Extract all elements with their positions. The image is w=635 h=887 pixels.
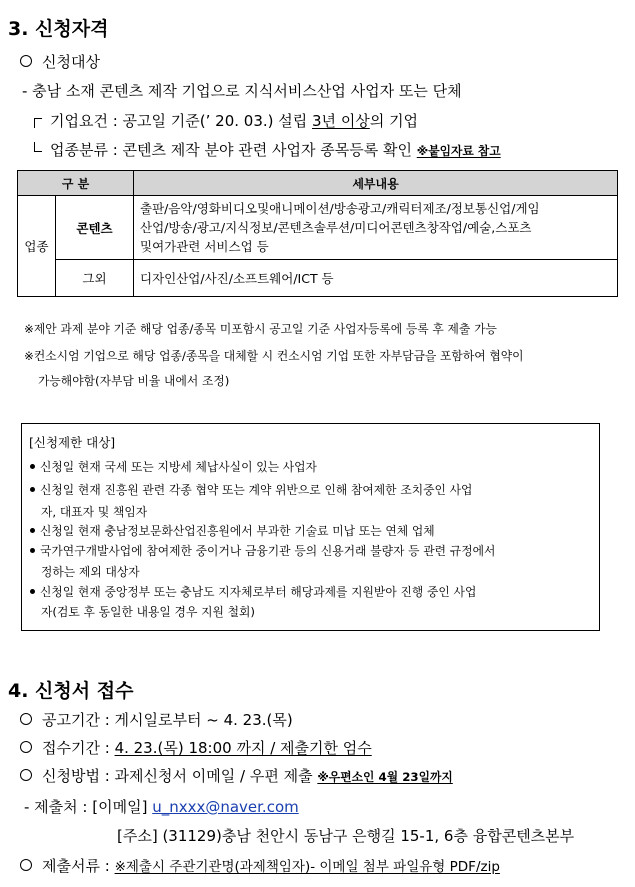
submit-address: [주소] (31129)충남 천안시 동남구 은행길 15-1, 6층 융합콘텐츠본부 xyxy=(117,827,575,845)
note-1: ※제안 과제 분야 기준 해당 업종/종목 미포함시 공고일 기준 사업자등록에 등록 후 제출 가능 xyxy=(24,322,497,336)
target-main: - 충남 소재 콘텐츠 제작 기업으로 지식서비스산업 사업자 또는 단체 xyxy=(22,82,462,100)
circle-bullet-icon xyxy=(20,859,32,871)
target-heading xyxy=(20,51,100,72)
receipt-period: 접수기간 : 4. 23.(목) 18:00 까지 / 제출기한 엄수 xyxy=(20,737,372,758)
section-3-title: 3. 신청자격 xyxy=(8,18,109,40)
requirement-years: 3년 이상 xyxy=(312,112,370,130)
restriction-title: [신청제한 대상] xyxy=(29,435,116,450)
corner-top-icon xyxy=(34,118,42,128)
note-2-line-2: 가능해야함(자부담 비율 내에서 조정) xyxy=(38,374,230,388)
content-detail-line-1: 출판/음악/영화비디오및애니메이션/방송광고/캐릭터제조/정보통신업/게임 xyxy=(140,201,540,216)
bullet-dot-icon xyxy=(30,548,35,553)
table-row-content-detail xyxy=(134,196,618,260)
content-detail-line-2: 산업/방송/광고/지식정보/콘텐츠솔루션/미디어콘텐츠창작업/예술,스포츠 xyxy=(140,220,532,235)
section-4-title: 4. 신청서 접수 xyxy=(8,680,134,702)
requirement-suffix: 의 기업 xyxy=(369,112,419,130)
restriction-item-3: 신청일 현재 충남정보문화산업진흥원에서 부과한 기술료 미납 또는 연체 업체 xyxy=(30,522,435,539)
requirement-line xyxy=(34,110,418,131)
restriction-item-1: 신청일 현재 국세 또는 지방세 체납사실이 있는 사업자 xyxy=(30,458,317,475)
table-header-detail: 세부내용 xyxy=(134,171,618,196)
table-row-other-detail: 디자인산업/사진/소프트웨어/ICT 등 xyxy=(134,260,618,297)
circle-bullet-icon xyxy=(20,55,32,67)
circle-bullet-icon xyxy=(20,741,32,753)
table-row-content-label: 콘텐츠 xyxy=(56,196,134,260)
receipt-deadline: 4. 23.(목) 18:00 까지 / 제출기한 엄수 xyxy=(114,739,372,757)
bullet-dot-icon xyxy=(30,528,35,533)
announce-period: 공고기간 : 게시일로부터 ~ 4. 23.(목) xyxy=(20,709,293,730)
bullet-dot-icon xyxy=(30,589,35,594)
table-header-division: 구 분 xyxy=(18,171,134,196)
restriction-item-2: 신청일 현재 진흥원 관련 각종 협약 또는 계약 위반으로 인해 참여제한 조치중인 사업 xyxy=(30,481,472,498)
apply-method: 신청방법 : 과제신청서 이메일 / 우편 제출 ※우편소인 4월 23일까지 xyxy=(20,765,453,786)
bullet-dot-icon xyxy=(30,464,35,469)
classification-note: ※붙임자료 참고 xyxy=(416,144,501,158)
industry-table xyxy=(17,170,618,297)
submit-docs: 제출서류 : ※제출시 주관기관명(과제책임자)- 이메일 첨부 파일유형 PDF/zip xyxy=(20,855,500,876)
restriction-item-4-cont: 정하는 제외 대상자 xyxy=(41,565,140,579)
requirement-text: 기업요건 : 공고일 기준(’ 20. 03.) 설립 xyxy=(50,112,313,130)
classification-text: 업종분류 : 콘텐츠 제작 분야 관련 사업자 종목등록 확인 xyxy=(50,141,417,159)
circle-bullet-icon xyxy=(20,713,32,725)
content-detail-line-3: 및여가관련 서비스업 등 xyxy=(140,239,269,254)
restriction-item-2-cont: 자, 대표자 및 책임자 xyxy=(41,505,148,519)
submit-to: - 제출처 : [이메일] u_nxxx@naver.com xyxy=(24,798,299,816)
note-2-line-1: ※컨소시엄 기업으로 해당 업종/종목을 대체할 시 컨소시엄 기업 또한 자부담금을 포함하여 협약이 xyxy=(24,349,524,363)
bullet-dot-icon xyxy=(30,487,35,492)
method-note: ※우편소인 4월 23일까지 xyxy=(317,770,453,784)
target-label: 신청대상 xyxy=(42,53,100,71)
restriction-item-5-cont: 자(검토 후 동일한 내용일 경우 지원 철회) xyxy=(41,605,256,619)
corner-bottom-icon xyxy=(34,142,42,152)
classification-line xyxy=(34,139,501,160)
table-row-other-label: 그외 xyxy=(56,260,134,297)
email-link[interactable]: u_nxxx@naver.com xyxy=(152,798,299,816)
restriction-item-5: 신청일 현재 중앙정부 또는 충남도 지자체로부터 해당과제를 지원받아 진행 중인 사업 xyxy=(30,583,476,600)
circle-bullet-icon xyxy=(20,769,32,781)
table-group-label: 업종 xyxy=(18,196,56,297)
restriction-item-4: 국가연구개발사업에 참여제한 중이거나 금융기관 등의 신용거래 불량자 등 관련 규정에서 xyxy=(30,542,495,559)
docs-note: ※제출시 주관기관명(과제책임자)- 이메일 첨부 파일유형 PDF/zip xyxy=(114,859,500,875)
restriction-box xyxy=(21,423,600,631)
